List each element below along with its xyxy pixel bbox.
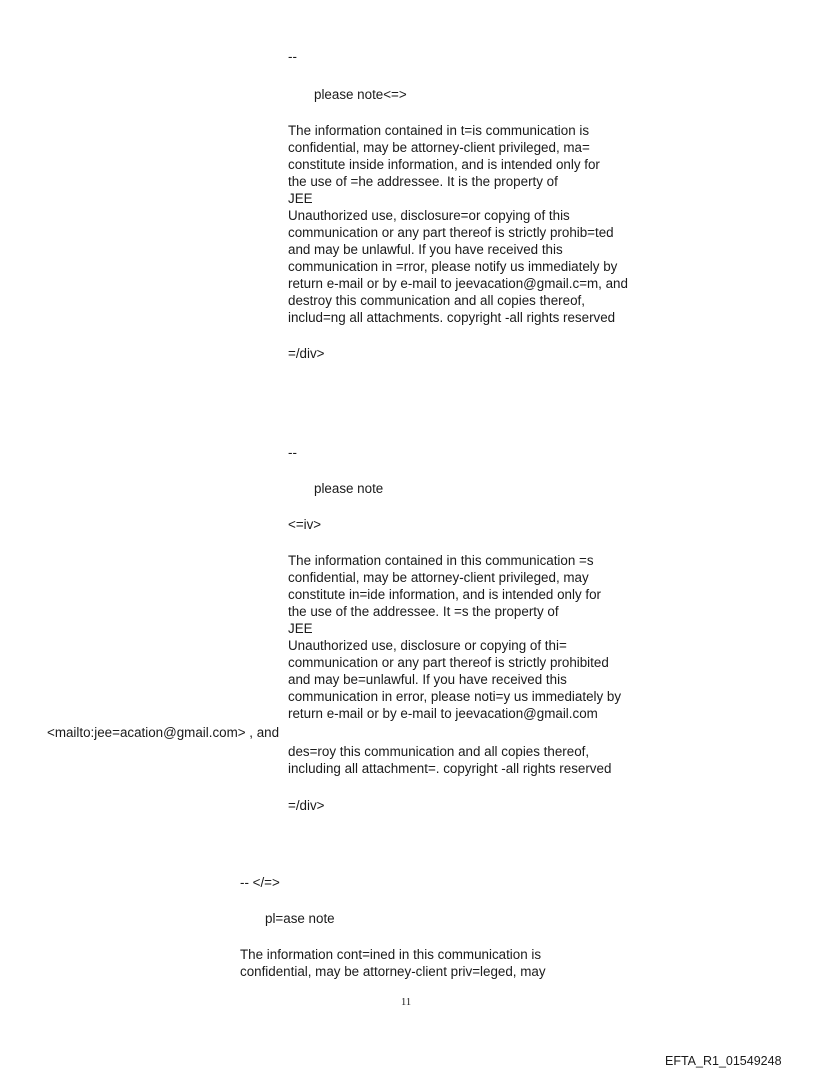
- body-line: Unauthorized use, disclosure or copying of thi=: [288, 638, 567, 653]
- body-line: includ=ng all attachments. copyright -all rights reserved: [288, 310, 616, 325]
- body-line: confidential, may be attorney-client privileged, may: [288, 570, 589, 585]
- document-id-footer: EFTA_R1_01549248: [665, 1054, 782, 1068]
- body-line: communication in =rror, please notify us immediately by: [288, 259, 618, 274]
- body-line: JEE: [288, 191, 313, 206]
- body-line: The information cont=ined in this communication is: [240, 947, 542, 962]
- body-line: Unauthorized use, disclosure=or copying of this: [288, 208, 570, 223]
- body-line: JEE: [288, 621, 313, 636]
- body-line: des=roy this communication and all copies thereof,: [288, 744, 590, 759]
- body-line: including all attachment=. copyright -all rights reserved: [288, 761, 612, 776]
- body-line: confidential, may be attorney-client priv=leged, may: [240, 964, 546, 979]
- mailto-link-text: <mailto:jee=acation@gmail.com> , and: [47, 725, 280, 740]
- body-line: communication or any part thereof is strictly prohibited: [288, 655, 609, 670]
- body-line: constitute in=ide information, and is intended only for: [288, 587, 602, 602]
- page-number: 11: [401, 997, 412, 1008]
- body-line: and may be unlawful. If you have received this: [288, 242, 563, 257]
- body-line: and may be=unlawful. If you have received this: [288, 672, 567, 687]
- body-line: return e-mail or by e-mail to jeevacation@gmail.c=m, and: [288, 276, 628, 291]
- body-line: destroy this communication and all copies thereof,: [288, 293, 585, 308]
- body-line: The information contained in this communication =s: [288, 553, 594, 568]
- div-close-tag: =/div>: [288, 798, 325, 813]
- note-heading: pl=ase note: [265, 911, 335, 926]
- div-open-tag: <=iv>: [288, 517, 322, 532]
- note-heading: please note: [314, 481, 384, 496]
- div-close-tag: =/div>: [288, 346, 325, 361]
- body-line: communication in error, please noti=y us immediately by: [288, 689, 622, 704]
- note-heading: please note<=>: [314, 87, 407, 102]
- body-line: communication or any part thereof is strictly prohib=ted: [288, 225, 614, 240]
- separator-dashes: -- </=>: [240, 875, 280, 890]
- separator-dashes: --: [288, 445, 297, 460]
- body-line: constitute inside information, and is intended only for: [288, 157, 600, 172]
- body-line: the use of the addressee. It =s the property of: [288, 604, 559, 619]
- body-line: the use of =he addressee. It is the property of: [288, 174, 558, 189]
- body-line: confidential, may be attorney-client privileged, ma=: [288, 140, 590, 155]
- body-line: return e-mail or by e-mail to jeevacation@gmail.com: [288, 706, 598, 721]
- separator-dashes: --: [288, 49, 297, 64]
- body-line: The information contained in t=is communication is: [288, 123, 590, 138]
